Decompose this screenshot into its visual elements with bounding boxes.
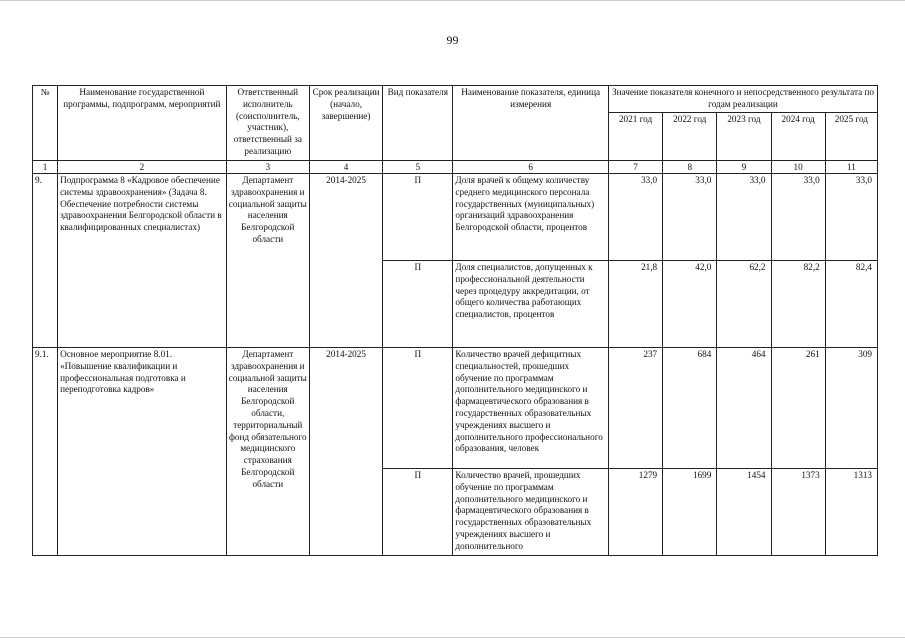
column-number: 9	[717, 161, 771, 174]
column-number: 3	[226, 161, 309, 174]
row-period: 2014-2025	[309, 348, 382, 556]
indicator-value: 1279	[608, 469, 662, 556]
row-no: 9.1.	[33, 348, 58, 556]
indicator-value: 82,4	[825, 261, 877, 348]
row-executor: Департамент здравоохранения и социальной защиты населения Белгородской области, территориальный фонд обязательного медицинского страхования Белгородской области	[226, 348, 309, 556]
column-number: 7	[608, 161, 662, 174]
table-header-row	[33, 86, 878, 113]
indicator-type: П	[383, 261, 453, 348]
header-values-group: Значение показателя конечного и непосредственного результата по годам реализации	[608, 86, 877, 113]
indicator-value: 309	[825, 348, 877, 469]
indicator-value: 82,2	[771, 261, 825, 348]
header-year: 2021 год	[608, 112, 662, 160]
column-number: 8	[663, 161, 717, 174]
table-row	[33, 348, 878, 469]
row-name: Подпрограмма 8 «Кадровое обеспечение системы здравоохранения» (Задача 8. Обеспечение потребности системы здравоохранения Белгородской области в квалифицированных специалистах)	[58, 174, 227, 348]
indicator-value: 1373	[771, 469, 825, 556]
indicator-value: 62,2	[717, 261, 771, 348]
indicator-value: 684	[663, 348, 717, 469]
page-number: 99	[446, 33, 459, 47]
column-number: 10	[771, 161, 825, 174]
indicator-value: 261	[771, 348, 825, 469]
column-number: 6	[453, 161, 609, 174]
header-executor: Ответственный исполнитель (соисполнитель, участник), ответственный за реализацию	[226, 86, 309, 161]
header-type: Вид показателя	[383, 86, 453, 161]
table-row	[33, 174, 878, 261]
indicator-value: 33,0	[608, 174, 662, 261]
header-year: 2022 год	[663, 112, 717, 160]
indicator-value: 33,0	[663, 174, 717, 261]
indicator-value: 237	[608, 348, 662, 469]
column-number: 4	[309, 161, 382, 174]
column-number: 1	[33, 161, 58, 174]
row-executor: Департамент здравоохранения и социальной защиты населения Белгородской области	[226, 174, 309, 348]
row-period: 2014-2025	[309, 174, 382, 348]
scan-top-edge	[0, 0, 905, 1]
header-year: 2025 год	[825, 112, 877, 160]
indicator-name: Доля специалистов, допущенных к профессиональной деятельности через процедуру аккредитации, от общего количества работающих специалистов, процентов	[453, 261, 609, 348]
indicator-value: 21,8	[608, 261, 662, 348]
header-name: Наименование государственной программы, подпрограмм, мероприятий	[58, 86, 227, 161]
column-number-row	[33, 161, 878, 174]
row-name: Основное мероприятие 8.01. «Повышение квалификации и профессиональная подготовка и переподготовка кадров»	[58, 348, 227, 556]
scan-bottom-edge	[0, 637, 905, 638]
column-number: 5	[383, 161, 453, 174]
indicator-value: 1313	[825, 469, 877, 556]
indicator-type: П	[383, 469, 453, 556]
header-period: Срок реализации (начало, завершение)	[309, 86, 382, 161]
indicator-value: 1454	[717, 469, 771, 556]
header-indicator: Наименование показателя, единица измерения	[453, 86, 609, 161]
header-no: №	[33, 86, 58, 161]
indicator-name: Количество врачей дефицитных специальностей, прошедших обучение по программам дополнительного медицинского и фармацевтического образования в государственных образовательных учреждениях высшего и дополнительного профессионального образования, человек	[453, 348, 609, 469]
indicator-value: 1699	[663, 469, 717, 556]
header-year: 2023 год	[717, 112, 771, 160]
indicator-type: П	[383, 174, 453, 261]
indicator-value: 33,0	[825, 174, 877, 261]
indicator-name: Доля врачей к общему количеству среднего медицинского персонала государственных (муниципальных) организаций здравоохранения Белгородской области, процентов	[453, 174, 609, 261]
indicator-value: 42,0	[663, 261, 717, 348]
indicator-value: 33,0	[717, 174, 771, 261]
indicator-value: 33,0	[771, 174, 825, 261]
indicator-type: П	[383, 348, 453, 469]
indicator-name: Количество врачей, прошедших обучение по программам дополнительного медицинского и фармацевтического образования в государственных образовательных учреждениях высшего и дополнительного	[453, 469, 609, 556]
header-year: 2024 год	[771, 112, 825, 160]
indicator-table	[32, 85, 878, 556]
row-no: 9.	[33, 174, 58, 348]
column-number: 2	[58, 161, 227, 174]
column-number: 11	[825, 161, 877, 174]
indicator-value: 464	[717, 348, 771, 469]
